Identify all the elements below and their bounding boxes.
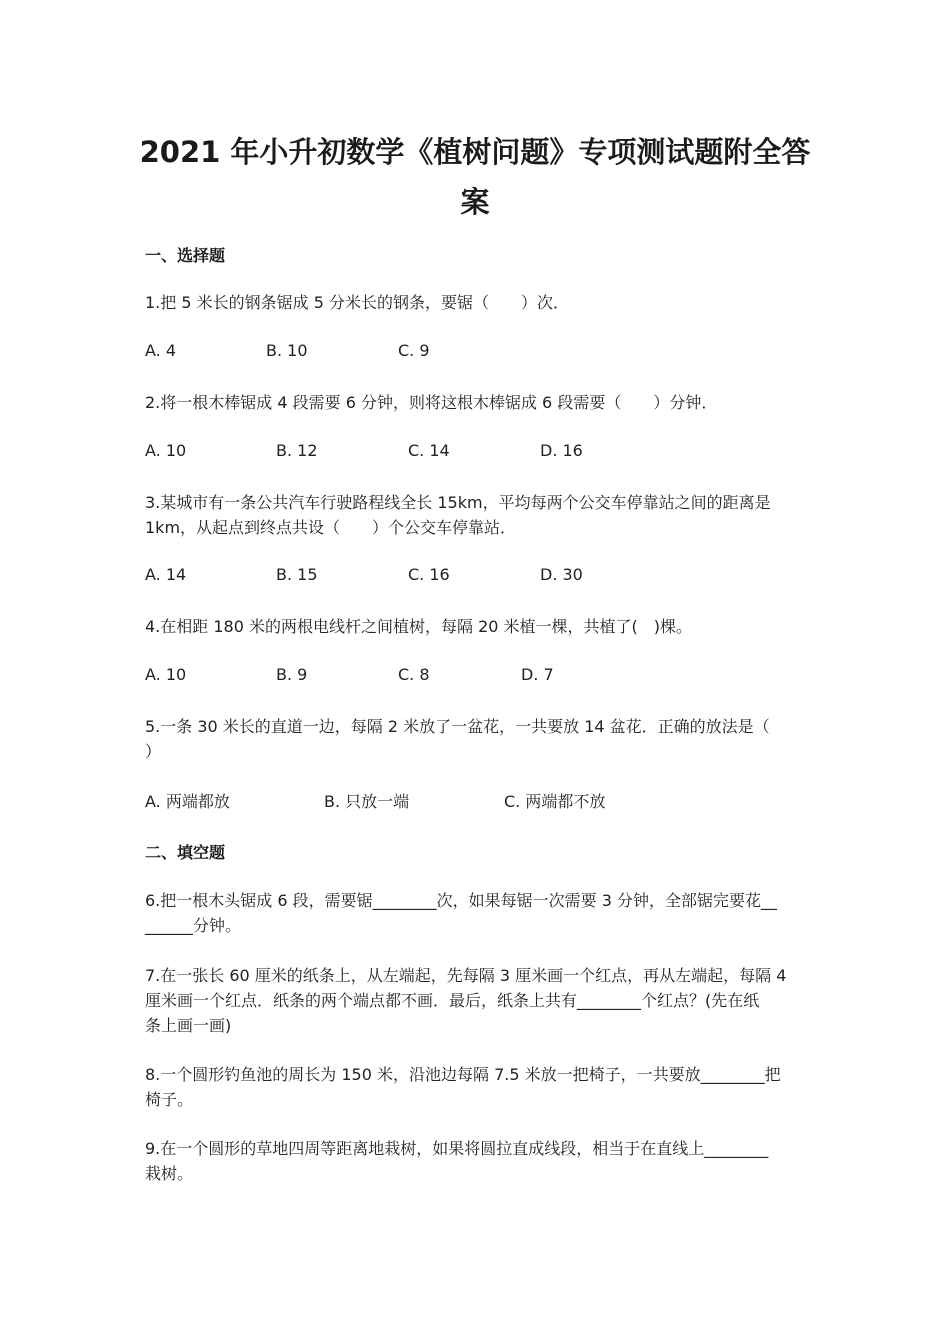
question-8-line-1: 8.一个圆形钓鱼池的周长为 150 米，沿池边每隔 7.5 米放一把椅子，一共要放________把 [145, 1065, 781, 1084]
question-4-options [0, 665, 950, 689]
question-5-line-2: ） [145, 742, 162, 761]
section-heading-choice: 一、选择题 [145, 246, 226, 265]
question-5-option-c: C. 两端都不放 [504, 792, 606, 811]
question-3 [145, 490, 807, 540]
question-1-options [0, 341, 950, 365]
question-3-option-c: C. 16 [408, 565, 450, 584]
question-2-line-1: 2.将一根木棒锯成 4 段需要 6 分钟，则将这根木棒锯成 6 段需要（ ）分钟． [145, 393, 718, 412]
question-1 [145, 290, 807, 315]
question-4-option-c: C. 8 [398, 665, 430, 684]
question-1-line-1: 1.把 5 米长的钢条锯成 5 分米长的钢条，要锯（ ）次． [145, 293, 569, 312]
section-heading-fill: 二、填空题 [145, 843, 226, 862]
question-2-options [0, 441, 950, 465]
question-9-line-2: 栽树。 [145, 1164, 194, 1183]
question-3-option-d: D. 30 [540, 565, 583, 584]
question-4-line-1: 4.在相距 180 米的两根电线杆之间植树，每隔 20 米植一棵，共植了( )棵。 [145, 617, 692, 636]
document-title-line-2: 案 [460, 185, 490, 219]
question-6-line-1: 6.把一根木头锯成 6 段，需要锯________次，如果每锯一次需要 3 分钟，全部锯完要花__ [145, 891, 777, 910]
question-9 [145, 1136, 807, 1186]
question-2-option-d: D. 16 [540, 441, 583, 460]
question-8-line-2: 椅子。 [145, 1090, 194, 1109]
question-6-line-2: ______分钟。 [145, 916, 242, 935]
question-5 [145, 714, 807, 764]
question-4-option-b: B. 9 [276, 665, 308, 684]
question-3-line-2: 1km，从起点到终点共设（ ）个公交车停靠站． [145, 518, 517, 537]
question-8 [145, 1062, 807, 1112]
question-1-option-b: B. 10 [266, 341, 308, 360]
question-4-option-a: A. 10 [145, 665, 187, 684]
question-4 [145, 614, 807, 639]
question-5-option-b: B. 只放一端 [324, 792, 410, 811]
question-2-option-b: B. 12 [276, 441, 318, 460]
question-1-option-c: C. 9 [398, 341, 430, 360]
question-7-line-3: 条上画一画) [145, 1016, 232, 1035]
question-4-option-d: D. 7 [521, 665, 554, 684]
question-5-option-a: A. 两端都放 [145, 792, 230, 811]
question-7-line-1: 7.在一张长 60 厘米的纸条上，从左端起，先每隔 3 厘米画一个红点，再从左端起，每隔 4 [145, 966, 787, 985]
question-3-line-1: 3.某城市有一条公共汽车行驶路程线全长 15km，平均每两个公交车停靠站之间的距离是 [145, 493, 771, 512]
question-2 [145, 390, 807, 415]
question-5-options [0, 789, 950, 813]
question-7-line-2: 厘米画一个红点．纸条的两个端点都不画．最后，纸条上共有________个红点？(先在纸 [145, 991, 760, 1010]
question-3-options [0, 565, 950, 589]
question-2-option-c: C. 14 [408, 441, 450, 460]
question-6 [145, 888, 807, 938]
question-1-option-a: A. 4 [145, 341, 177, 360]
question-7 [145, 963, 807, 1038]
question-9-line-1: 9.在一个圆形的草地四周等距离地栽树，如果将圆拉直成线段，相当于在直线上________ [145, 1139, 769, 1158]
question-3-option-b: B. 15 [276, 565, 318, 584]
question-2-option-a: A. 10 [145, 441, 187, 460]
document-title-line-1: 2021 年小升初数学《植树问题》专项测试题附全答 [139, 135, 811, 169]
question-5-line-1: 5.一条 30 米长的直道一边，每隔 2 米放了一盆花，一共要放 14 盆花．正确的放法是（ [145, 717, 770, 736]
question-3-option-a: A. 14 [145, 565, 187, 584]
